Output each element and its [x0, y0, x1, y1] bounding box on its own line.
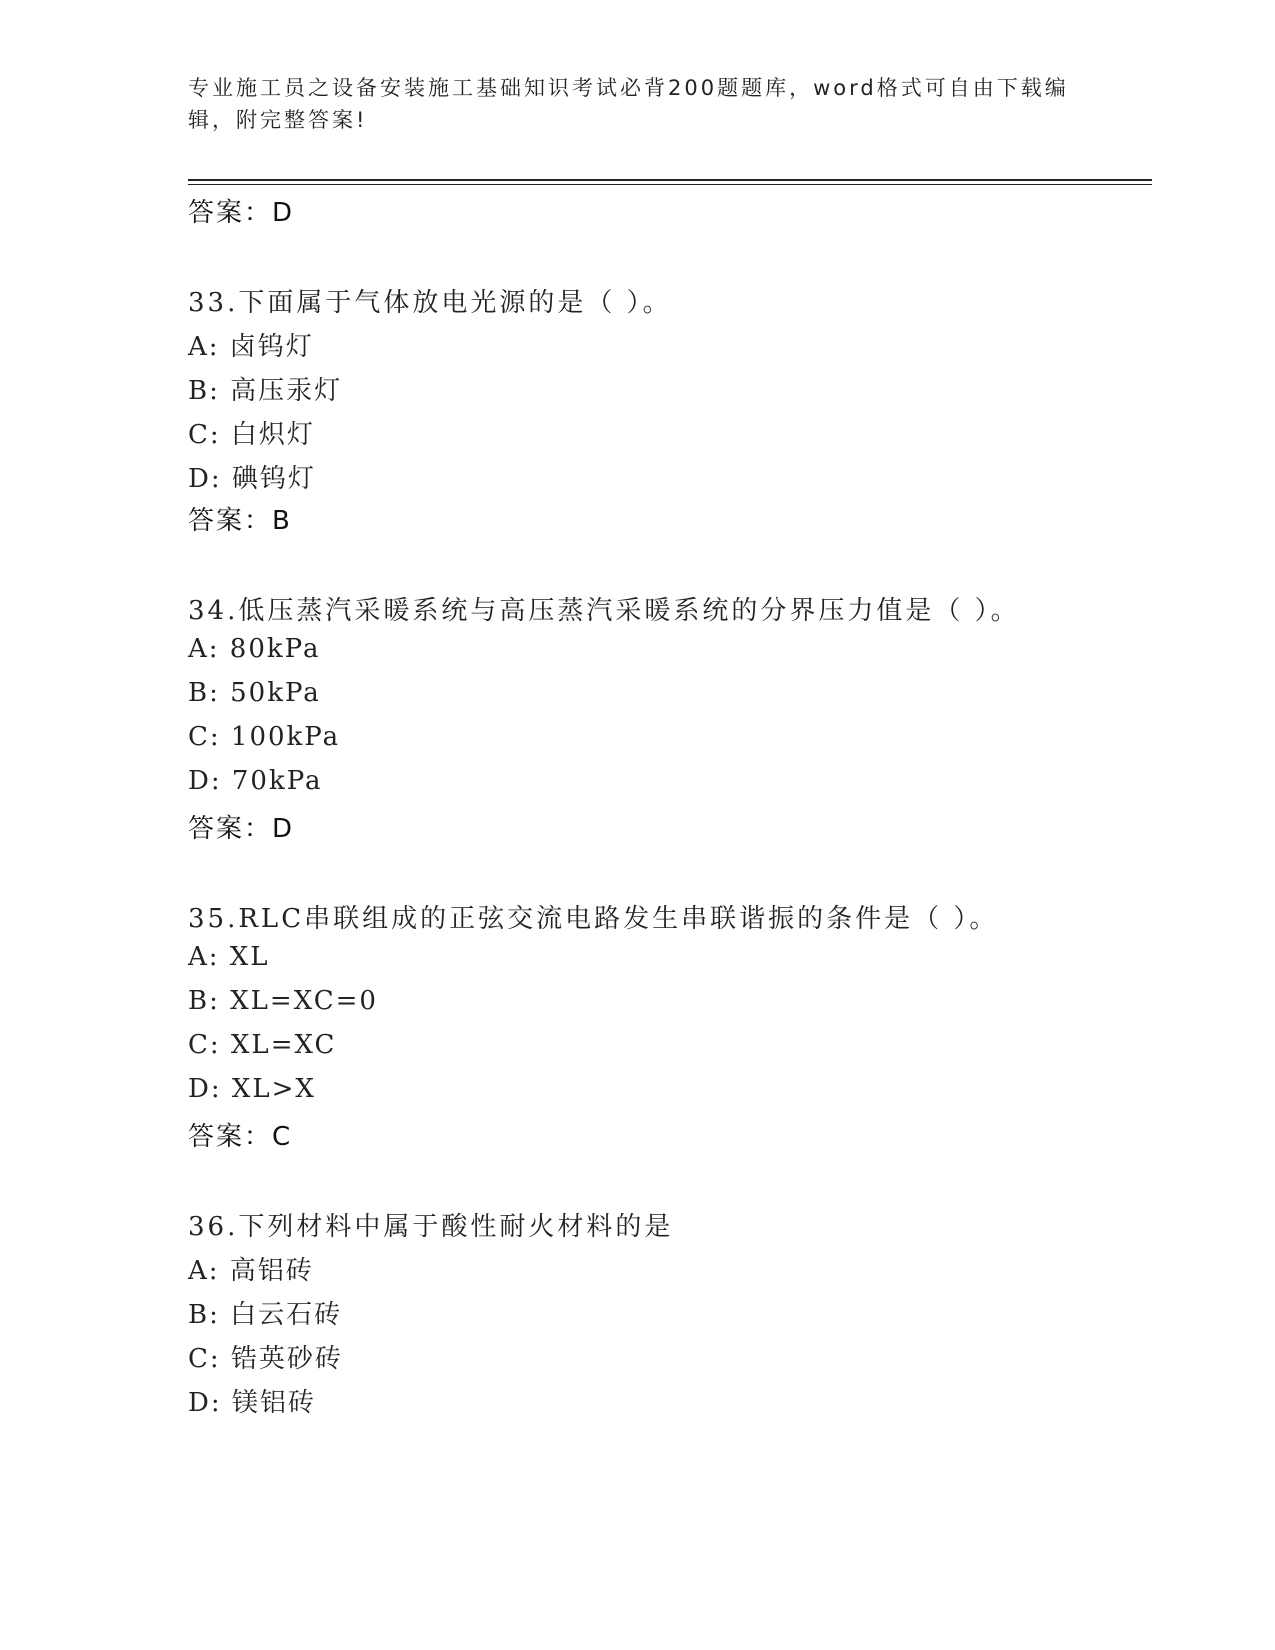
question-33-option-c: C: 白炽灯 [188, 420, 315, 450]
question-33-answer: 答案：B [188, 506, 292, 536]
question-35-option-b: B: XL=XC=0 [188, 986, 378, 1016]
question-35-option-d: D: XL>X [188, 1074, 316, 1104]
question-34-stem: 34.低压蒸汽采暖系统与高压蒸汽采暖系统的分界压力值是（ ）。 [188, 596, 1020, 626]
question-36-option-d: D: 镁铝砖 [188, 1388, 316, 1418]
question-34-option-d: D: 70kPa [188, 766, 323, 796]
question-33-option-d: D: 碘钨灯 [188, 464, 316, 494]
question-36-option-a: A: 高铝砖 [188, 1256, 314, 1286]
question-36-option-c: C: 锆英砂砖 [188, 1344, 343, 1374]
question-33-option-a: A: 卤钨灯 [188, 332, 314, 362]
question-34-answer: 答案：D [188, 814, 295, 844]
question-33-stem: 33.下面属于气体放电光源的是（ ）。 [188, 288, 672, 318]
question-35-option-a: A: XL [188, 942, 270, 972]
question-33-option-b: B: 高压汞灯 [188, 376, 343, 406]
question-34-option-c: C: 100kPa [188, 722, 341, 752]
question-34-option-a: A: 80kPa [188, 634, 321, 664]
question-36-stem: 36.下列材料中属于酸性耐火材料的是 [188, 1212, 674, 1242]
answer-32: 答案：D [188, 198, 295, 228]
question-35-option-c: C: XL=XC [188, 1030, 337, 1060]
question-36-option-b: B: 白云石砖 [188, 1300, 343, 1330]
document-header: 专业施工员之设备安装施工基础知识考试必背200题题库，word格式可自由下载编辑，附完整答案! [188, 76, 1069, 132]
question-35-stem: 35.RLC串联组成的正弦交流电路发生串联谐振的条件是（ ）。 [188, 904, 999, 934]
header-divider [188, 179, 1152, 181]
question-34-option-b: B: 50kPa [188, 678, 321, 708]
header-divider-thin [188, 184, 1152, 185]
question-35-answer: 答案：C [188, 1122, 293, 1152]
